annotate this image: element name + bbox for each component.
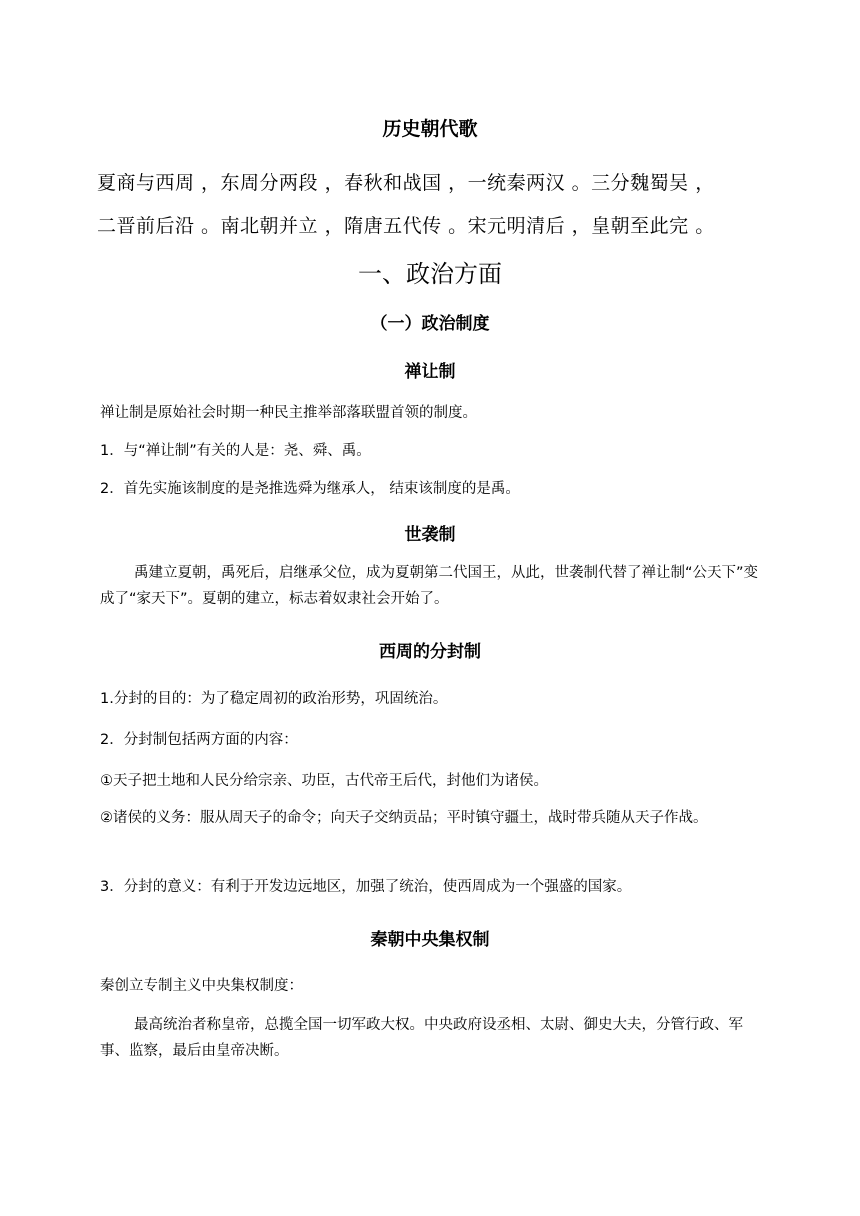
shixi-heading: 世袭制 <box>404 525 456 545</box>
section-title: （一）政治制度 <box>370 314 490 334</box>
shanrang-item-1: 1．与“禅让制”有关的人是：尧、舜、禹。 <box>100 443 371 459</box>
shanrang-intro: 禅让制是原始社会时期一种民主推举部落联盟首领的制度。 <box>100 405 477 421</box>
fenfeng-item-3: 3．分封的意义：有利于开发边远地区，加强了统治，使西周成为一个强盛的国家。 <box>100 879 632 895</box>
fenfeng-item-1: 1.分封的目的：为了稳定周初的政治形势，巩固统治。 <box>100 691 448 707</box>
shanrang-item-2: 2．首先实施该制度的是尧推选舜为继承人， 结束该制度的是禹。 <box>100 481 520 497</box>
chapter-title: 一、政治方面 <box>358 260 502 288</box>
qin-paragraph: 最高统治者称皇帝，总揽全国一切军政大权。中央政府设丞相、太尉、御史大夫，分管行政、军事、监察，最后由皇帝决断。 <box>100 1017 743 1059</box>
shanrang-heading: 禅让制 <box>404 362 456 382</box>
fenfeng-sub-1: ①天子把土地和人民分给宗亲、功臣，古代帝王后代，封他们为诸侯。 <box>100 773 548 789</box>
qin-intro: 秦创立专制主义中央集权制度： <box>100 978 303 994</box>
song-line-2: 二晋前后沿 。南北朝并立 ，隋唐五代传 。宋元明清后 ，皇朝至此完 。 <box>97 215 715 237</box>
fenfeng-heading: 西周的分封制 <box>379 642 481 662</box>
shixi-paragraph: 禹建立夏朝，禹死后，启继承父位，成为夏朝第二代国王，从此，世袭制代替了禅让制“公天下”变成了“家天下”。夏朝的建立，标志着奴隶社会开始了。 <box>100 565 759 607</box>
song-line-1: 夏商与西周 ，东周分两段 ，春秋和战国 ，一统秦两汉 。三分魏蜀吴 ， <box>97 172 715 194</box>
qin-heading: 秦朝中央集权制 <box>370 930 490 950</box>
song-title: 历史朝代歌 <box>382 118 478 140</box>
fenfeng-sub-2: ②诸侯的义务：服从周天子的命令；向天子交纳贡品；平时镇守疆土，战时带兵随从天子作战。 <box>100 810 708 826</box>
fenfeng-item-2: 2．分封制包括两方面的内容： <box>100 732 298 748</box>
